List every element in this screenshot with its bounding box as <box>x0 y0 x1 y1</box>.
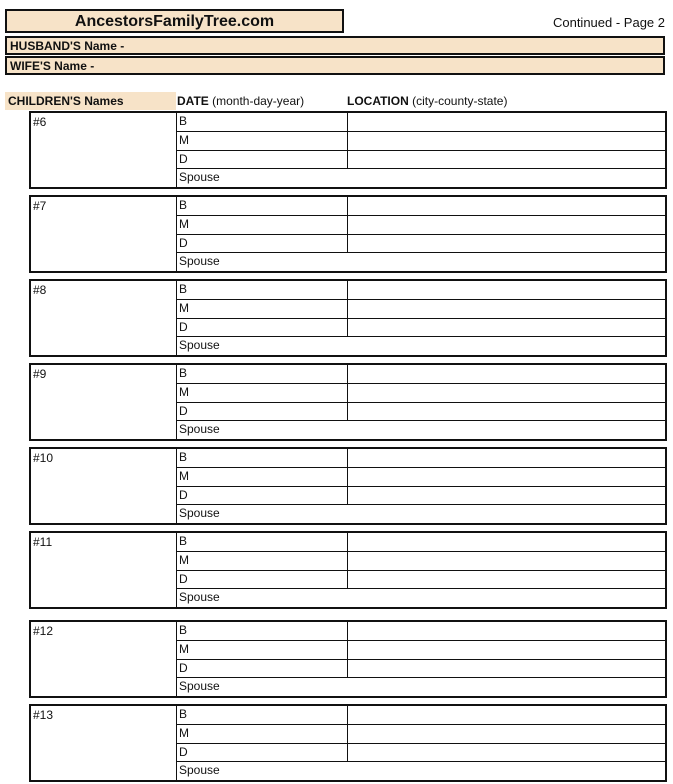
death-row[interactable] <box>177 403 665 422</box>
birth-label: B <box>179 114 188 128</box>
spouse-row[interactable] <box>177 762 665 780</box>
date-header-note: (month-day-year) <box>208 94 305 108</box>
marriage-row[interactable] <box>177 468 665 487</box>
birth-label: B <box>179 707 188 721</box>
birth-row[interactable] <box>177 197 665 216</box>
marriage-row[interactable] <box>177 552 665 571</box>
date-column-header <box>177 92 304 110</box>
child-number: #13 <box>31 706 177 780</box>
site-title: AncestorsFamilyTree.com <box>5 9 344 33</box>
death-label: D <box>179 571 188 586</box>
birth-label: B <box>179 366 188 380</box>
spouse-row[interactable] <box>177 678 665 696</box>
death-label: D <box>179 235 188 250</box>
child-number: #12 <box>31 622 177 696</box>
birth-label: B <box>179 623 188 637</box>
birth-row[interactable] <box>177 622 665 641</box>
birth-row[interactable] <box>177 449 665 468</box>
birth-label: B <box>179 534 188 548</box>
marriage-row[interactable] <box>177 216 665 235</box>
marriage-label: M <box>179 300 189 315</box>
marriage-row[interactable] <box>177 300 665 319</box>
spouse-row[interactable] <box>177 421 665 439</box>
child-block <box>29 531 667 609</box>
wife-name-field: WIFE'S Name - <box>5 56 665 75</box>
child-number: #10 <box>31 449 177 523</box>
spouse-row[interactable] <box>177 253 665 271</box>
page-indicator: Continued - Page 2 <box>552 15 665 30</box>
spouse-row[interactable] <box>177 337 665 355</box>
marriage-row[interactable] <box>177 641 665 660</box>
child-block <box>29 447 667 525</box>
death-label: D <box>179 151 188 166</box>
marriage-label: M <box>179 725 189 740</box>
birth-label: B <box>179 450 188 464</box>
marriage-row[interactable] <box>177 725 665 744</box>
spouse-label: Spouse <box>179 254 220 269</box>
date-header-label: DATE <box>177 94 209 108</box>
child-block <box>29 279 667 357</box>
child-number: #9 <box>31 365 177 439</box>
death-label: D <box>179 487 188 502</box>
spouse-label: Spouse <box>179 506 220 521</box>
birth-row[interactable] <box>177 706 665 725</box>
death-label: D <box>179 660 188 675</box>
spouse-label: Spouse <box>179 679 220 694</box>
child-number: #6 <box>31 113 177 187</box>
child-block <box>29 195 667 273</box>
spouse-row[interactable] <box>177 589 665 607</box>
child-number: #8 <box>31 281 177 355</box>
marriage-row[interactable] <box>177 132 665 151</box>
location-header-note: (city-county-state) <box>408 94 508 108</box>
marriage-row[interactable] <box>177 384 665 403</box>
birth-row[interactable] <box>177 365 665 384</box>
death-label: D <box>179 744 188 759</box>
spouse-label: Spouse <box>179 422 220 437</box>
location-header-label: LOCATION <box>347 94 409 108</box>
marriage-label: M <box>179 468 189 483</box>
death-label: D <box>179 319 188 334</box>
birth-row[interactable] <box>177 281 665 300</box>
death-row[interactable] <box>177 660 665 679</box>
marriage-label: M <box>179 552 189 567</box>
death-row[interactable] <box>177 487 665 506</box>
marriage-label: M <box>179 216 189 231</box>
child-number: #7 <box>31 197 177 271</box>
death-row[interactable] <box>177 235 665 254</box>
marriage-label: M <box>179 384 189 399</box>
death-row[interactable] <box>177 319 665 338</box>
child-block <box>29 704 667 782</box>
death-row[interactable] <box>177 151 665 170</box>
location-column-header <box>347 92 507 110</box>
birth-label: B <box>179 282 188 296</box>
death-label: D <box>179 403 188 418</box>
child-number: #11 <box>31 533 177 607</box>
spouse-label: Spouse <box>179 763 220 778</box>
spouse-row[interactable] <box>177 505 665 523</box>
children-names-header: CHILDREN'S Names <box>5 92 176 110</box>
death-row[interactable] <box>177 571 665 590</box>
spouse-row[interactable] <box>177 169 665 187</box>
child-block <box>29 363 667 441</box>
spouse-label: Spouse <box>179 170 220 185</box>
marriage-label: M <box>179 641 189 656</box>
child-block <box>29 620 667 698</box>
birth-row[interactable] <box>177 113 665 132</box>
marriage-label: M <box>179 132 189 147</box>
death-row[interactable] <box>177 744 665 763</box>
spouse-label: Spouse <box>179 590 220 605</box>
birth-label: B <box>179 198 188 212</box>
birth-row[interactable] <box>177 533 665 552</box>
spouse-label: Spouse <box>179 338 220 353</box>
husband-name-field: HUSBAND'S Name - <box>5 36 665 55</box>
child-block <box>29 111 667 189</box>
